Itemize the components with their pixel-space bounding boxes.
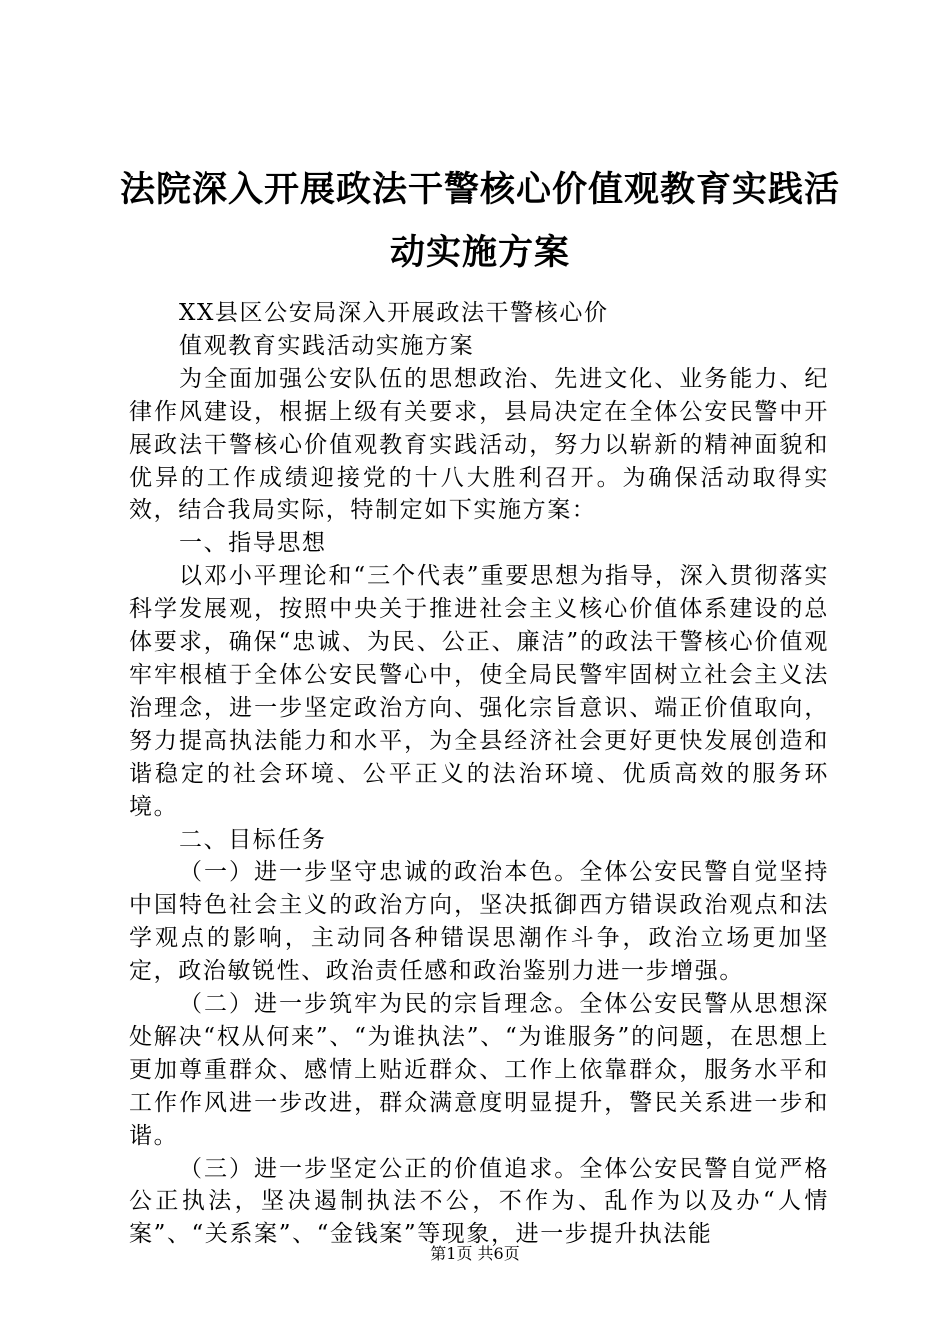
section-heading-guiding-thought: 一、指导思想 [179,530,327,557]
section-heading-goals: 二、目标任务 [179,826,327,853]
document-body [129,297,829,1251]
subtitle-line-2: 值观教育实践活动实施方案 [179,332,475,359]
paragraph-goal-1: （一）进一步坚守忠诚的政治本色。全体公安民警自觉坚持中国特色社会主义的政治方向，坚决抵御西方错误政治观点和法学观点的影响，主动同各种错误思潮作斗争，政治立场更加坚定，政治敏锐性、政治责任感和政治鉴别力进一步增强。 [129,859,829,985]
paragraph-guiding-thought: 以邓小平理论和“三个代表”重要思想为指导，深入贯彻落实科学发展观，按照中央关于推进社会主义核心价值体系建设的总体要求，确保“忠诚、为民、公正、廉洁”的政法干警核心价值观牢牢根植于全体公安民警心中，使全局民警牢固树立社会主义法治理念，进一步坚定政治方向、强化宗旨意识、端正价值取向，努力提高执法能力和水平，为全县经济社会更好更快发展创造和谐稳定的社会环境、公平正义的法治环境、优质高效的服务环境。 [129,563,829,820]
page-title: 法院深入开展政法干警核心价值观教育实践活动实施方案 [119,169,840,273]
paragraph-goal-2: （二）进一步筑牢为民的宗旨理念。全体公安民警从思想深处解决“权从何来”、“为谁执法”、“为谁服务”的问题，在思想上更加尊重群众、感情上贴近群众、工作上依靠群众，服务水平和工作作风进一步改进，群众满意度明显提升，警民关系进一步和谐。 [129,991,829,1149]
page-footer: 第1页 共6页 [430,1244,520,1263]
paragraph-goal-3: （三）进一步坚定公正的价值追求。全体公安民警自觉严格公正执法，坚决遏制执法不公，不作为、乱作为以及办“人情案”、“关系案”、“金钱案”等现象，进一步提升执法能 [129,1155,829,1248]
subtitle-line-1: XX县区公安局深入开展政法干警核心价 [179,300,609,326]
paragraph-intro: 为全面加强公安队伍的思想政治、先进文化、业务能力、纪律作风建设，根据上级有关要求，县局决定在全体公安民警中开展政法干警核心价值观教育实践活动，努力以崭新的精神面貌和优异的工作成绩迎接党的十八大胜利召开。为确保活动取得实效，结合我局实际，特制定如下实施方案： [129,365,829,524]
